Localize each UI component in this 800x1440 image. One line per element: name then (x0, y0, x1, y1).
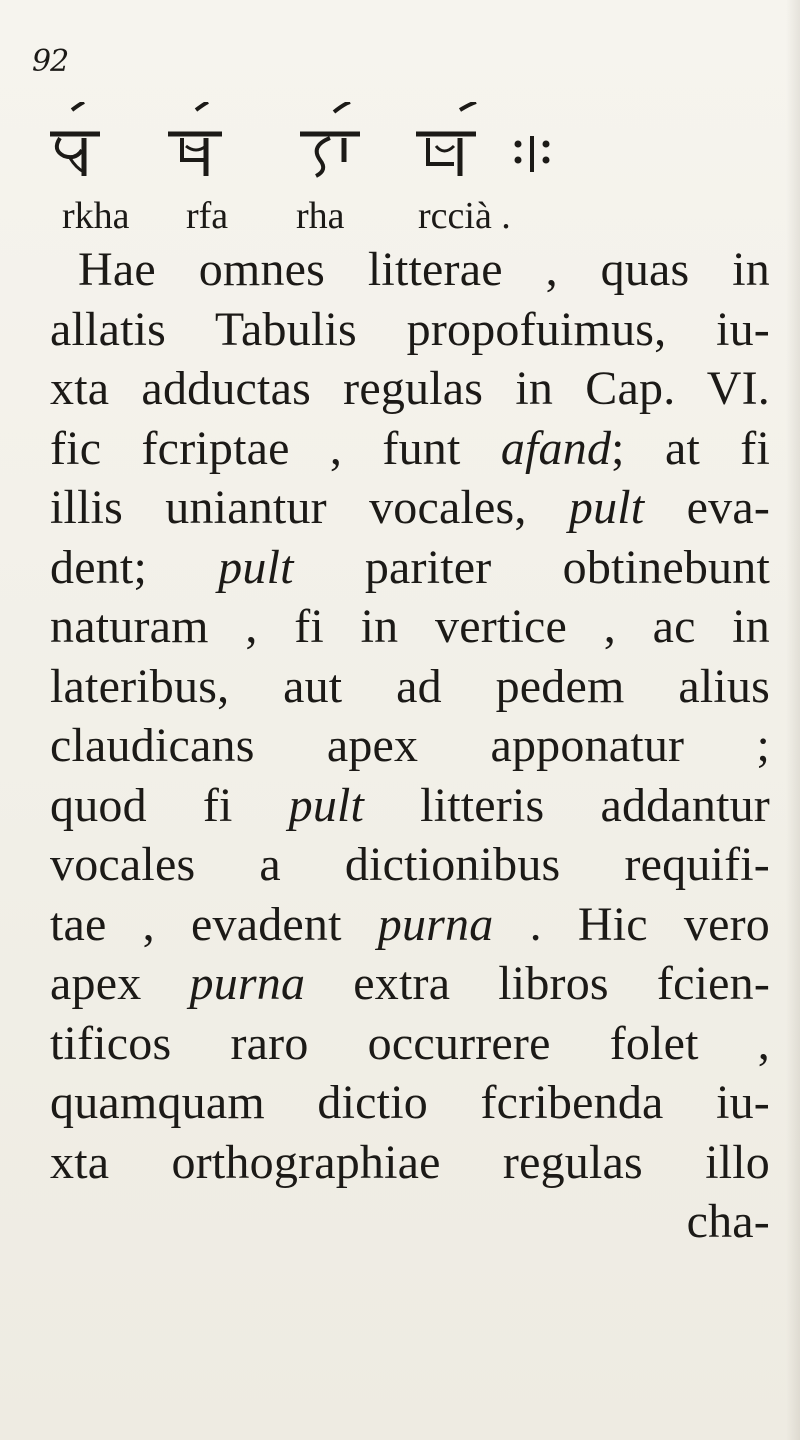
italic-term: purna (377, 897, 494, 951)
italic-term: afand (500, 421, 612, 475)
translit-item-1: rkha (62, 195, 130, 237)
text-line (50, 1073, 770, 1133)
text-line (50, 1133, 770, 1193)
text-line (50, 954, 770, 1014)
devanagari-glyph-3 (290, 102, 370, 182)
text-run: pariter obtinebunt (293, 540, 770, 594)
text-run: allatis Tabulis propofuimus, iu- (50, 302, 770, 356)
devanagari-glyph-4 (410, 102, 490, 182)
text-line (50, 419, 770, 479)
text-line (50, 835, 770, 895)
text-run: litteris addantur (364, 778, 770, 832)
text-run: xta orthographiae regulas illo (50, 1135, 770, 1189)
devanagari-glyph-2 (160, 102, 230, 182)
text-run: lateribus, aut ad pedem alius (50, 659, 770, 713)
translit-item-4: rccià . (418, 195, 511, 237)
text-run: tificos raro occurrere folet , (50, 1016, 770, 1070)
text-run: naturam , fi in vertice , ac in (50, 600, 770, 653)
text-line (50, 657, 770, 717)
text-run: ; at fi (611, 421, 771, 475)
translit-item-2: rfa (186, 195, 229, 237)
text-run: extra libros fcien- (305, 957, 771, 1010)
text-line (50, 240, 770, 300)
text-run: . Hic vero (493, 897, 771, 951)
text-line (50, 359, 770, 419)
translit-item-3: rha (296, 195, 345, 237)
devanagari-glyph-1 (40, 102, 110, 182)
italic-term: purna (189, 957, 306, 1010)
text-line (50, 716, 770, 776)
text-run: claudicans apex apponatur ; (50, 719, 770, 772)
text-run: tae , evadent (50, 897, 378, 951)
text-line (50, 1014, 770, 1074)
devanagari-glyph-row (40, 94, 740, 204)
italic-term: pult (218, 540, 294, 594)
text-run: eva- (644, 481, 771, 534)
text-run: illis uniantur vocales, (50, 481, 569, 534)
text-run: xta adductas regulas in Cap. VI. (50, 362, 770, 415)
text-run: quamquam dictio fcribenda iu- (50, 1076, 770, 1129)
text-run: vocales a dictionibus requifi- (50, 838, 770, 891)
text-line (50, 538, 770, 598)
text-run: cha- (686, 1195, 770, 1248)
text-run: dent; (50, 540, 219, 594)
text-line (50, 895, 770, 955)
text-line (50, 776, 770, 836)
body-text (50, 240, 770, 1252)
text-run: apex (50, 957, 190, 1010)
text-line (50, 597, 770, 657)
text-line (50, 478, 770, 538)
page-edge-shadow (786, 0, 800, 1440)
page-number: 92 (32, 44, 69, 79)
text-run: Hae omnes litterae , quas in (78, 243, 770, 296)
text-run: quod fi (50, 778, 289, 832)
italic-term: pult (288, 778, 365, 832)
devanagari-end-mark (510, 102, 570, 182)
text-run: fic fcriptae , funt (50, 421, 501, 475)
text-line (50, 1192, 770, 1252)
text-line (50, 300, 770, 360)
italic-term: pult (568, 481, 645, 534)
